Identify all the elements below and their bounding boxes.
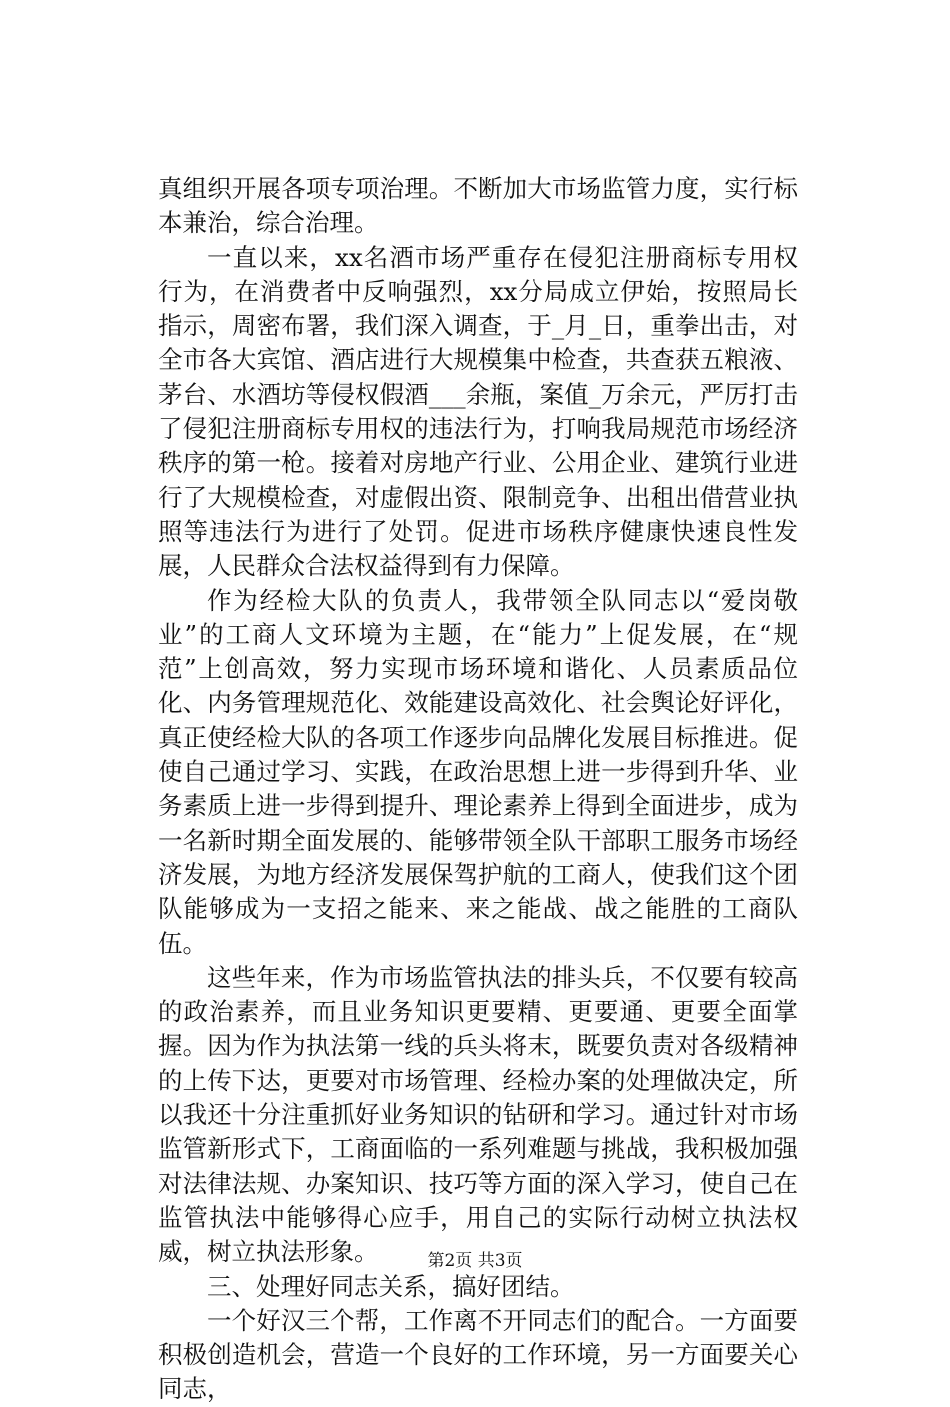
paragraph-team-leadership: 作为经检大队的负责人，我带领全队同志以“爱岗敬业”的工商人文环境为主题，在“能力”上促发展，在“规范”上创高效，努力实现市场环境和谐化、人员素质品位化、内务管理规范化、效能建设高效化、社会舆论好评化，真正使经检大队的各项工作逐步向品牌化发展目标推进。促使自己通过学习、实践，在政治思想上进一步得到升华、业务素质上进一步得到提升、理论素养上得到全面进步，成为一名新时期全面发展的、能够带领全队干部职工服务市场经济发展，为地方经济发展保驾护航的工商人，使我们这个团队能够成为一支招之能来、来之能战、战之能胜的工商队伍。 <box>158 585 798 958</box>
page-footer: 第2页 共3页 <box>427 1251 523 1271</box>
paragraph-teamwork: 一个好汉三个帮，工作离不开同志们的配合。一方面要积极创造机会，营造一个良好的工作环境，另一方面要关心同志， <box>158 1305 798 1404</box>
paragraph-liquor-crackdown: 一直以来，xx名酒市场严重存在侵犯注册商标专用权行为，在消费者中反响强烈，xx分局成立伊始，按照局长指示，周密布署，我们深入调查，于_月_日，重拳出击，对全市各大宾馆、酒店进行大规模集中检查，共查获五粮液、茅台、水酒坊等侵权假酒___余瓶，案值_万余元，严厉打击了侵犯注册商标专用权的违法行为，打响我局规范市场经济秩序的第一枪。接着对房地产行业、公用企业、建筑行业进行了大规模检查，对虚假出资、限制竞争、出租出借营业执照等违法行为进行了处罚。促进市场秩序健康快速良性发展，人民群众合法权益得到有力保障。 <box>158 242 798 581</box>
document-body <box>158 172 798 1407</box>
paragraph-continuation: 真组织开展各项专项治理。不断加大市场监管力度，实行标本兼治，综合治理。 <box>158 174 798 238</box>
paragraph-professional-study: 这些年来，作为市场监管执法的排头兵，不仅要有较高的政治素养，而且业务知识更要精、更要通、更要全面掌握。因为作为执法第一线的兵头将末，既要负责对各级精神的上传下达，更要对市场管理、经检办案的处理做决定，所以我还十分注重抓好业务知识的钻研和学习。通过针对市场监管新形式下，工商面临的一系列难题与挑战，我积极加强对法律法规、办案知识、技巧等方面的深入学习，使自己在监管执法中能够得心应手，用自己的实际行动树立执法权威，树立执法形象。 <box>158 962 798 1267</box>
section-heading-colleague-relations: 三、处理好同志关系，搞好团结。 <box>207 1271 575 1301</box>
